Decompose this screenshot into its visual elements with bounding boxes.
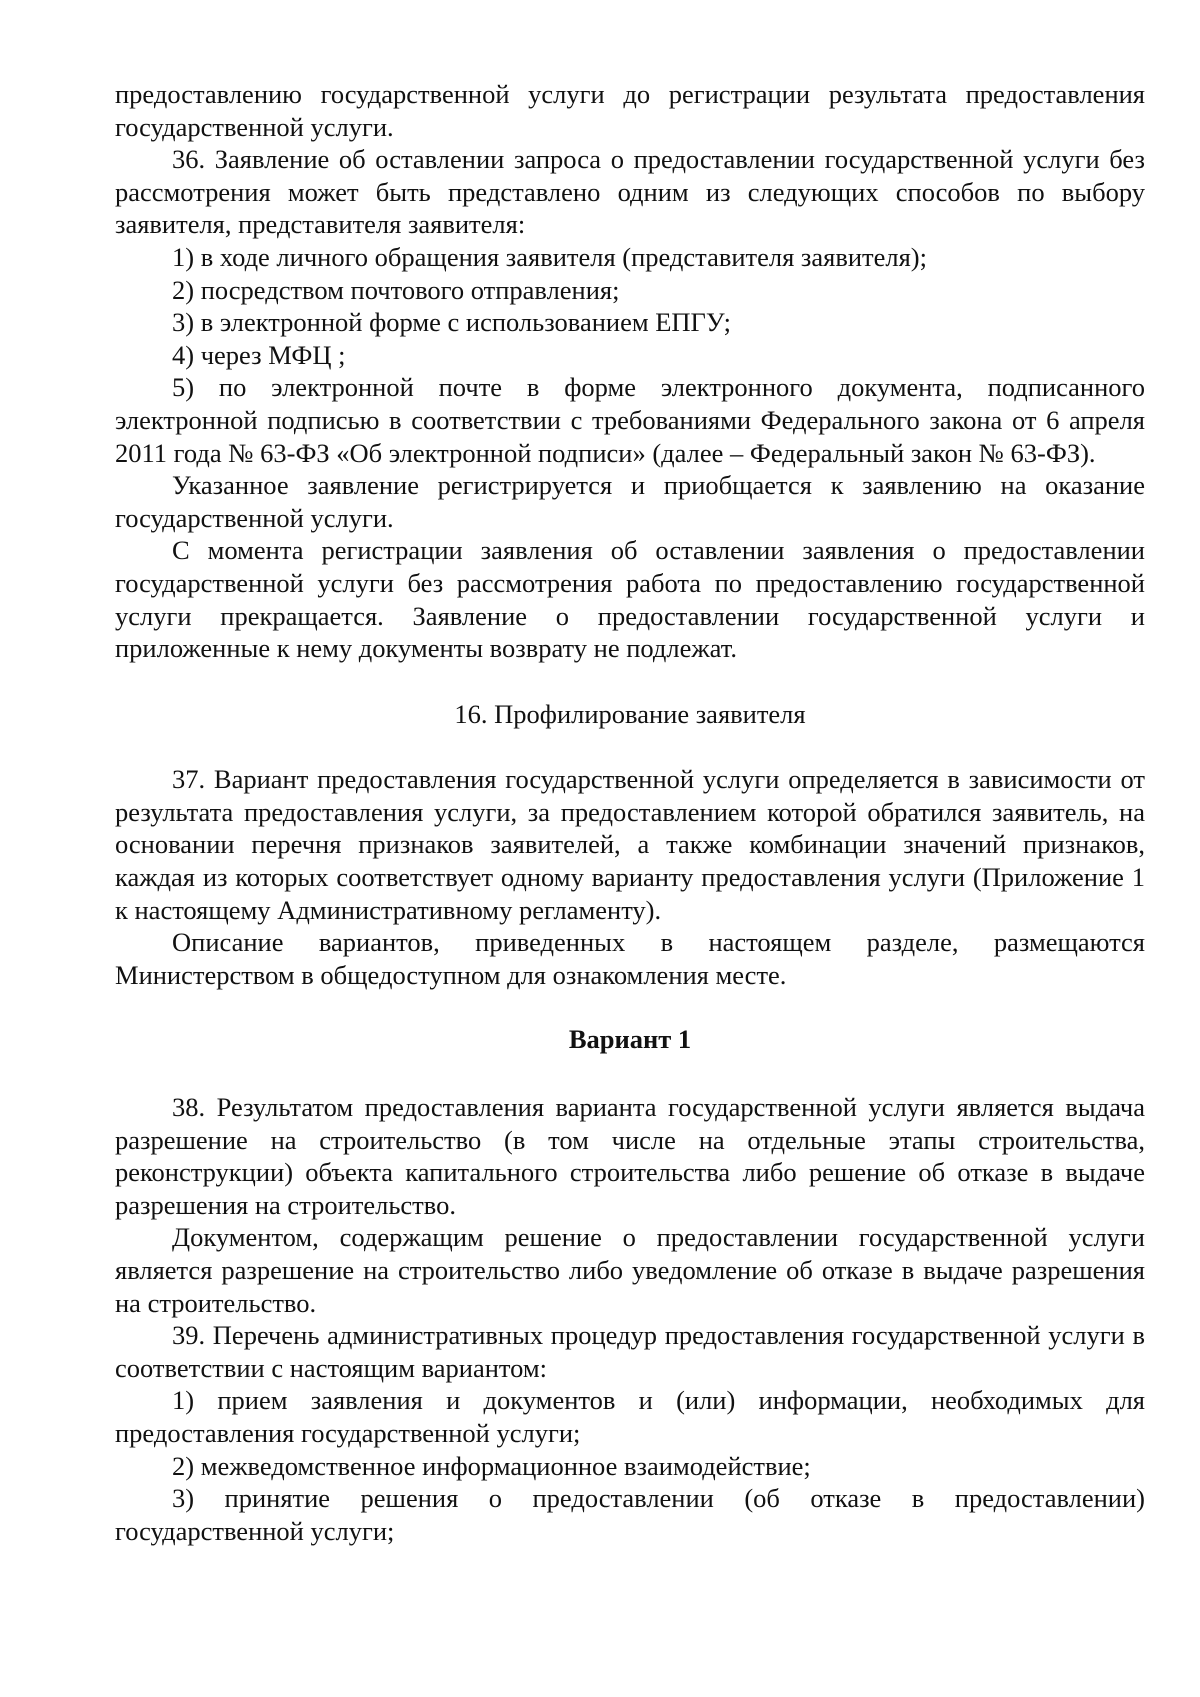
paragraph-termination: С момента регистрации заявления об оставлении заявления о предоставлении государственной услуги без рассмотрения работа по предоставлению государственной услуги прекращается. Заявление о предоставлении государственной услуги и приложенные к нему документы возврату не подлежат. [115, 535, 1145, 664]
section-16-heading: 16. Профилирование заявителя [454, 698, 806, 729]
procedure-item-1: 1) прием заявления и документов и (или) информации, необходимых для предоставления государственной услуги; [115, 1385, 1145, 1448]
list-item-5: 5) по электронной почте в форме электронного документа, подписанного электронной подписью в соответствии с требованиями Федерального закона от 6 апреля 2011 года № 63-ФЗ «Об электронной подписи» (далее – Федеральный закон № 63-ФЗ). [115, 372, 1145, 468]
paragraph-decision-document: Документом, содержащим решение о предоставлении государственной услуги является разрешение на строительство либо уведомление об отказе в выдаче разрешения на строительство. [115, 1222, 1145, 1318]
paragraph-variants-description: Описание вариантов, приведенных в настоящем разделе, размещаются Министерством в общедоступном для ознакомления месте. [115, 927, 1145, 990]
document-page [115, 78, 1145, 1547]
paragraph-39: 39. Перечень административных процедур предоставления государственной услуги в соответствии с настоящим вариантом: [115, 1320, 1145, 1383]
list-item-1: 1) в ходе личного обращения заявителя (представителя заявителя); [172, 241, 927, 272]
variant-1-heading: Вариант 1 [568, 1024, 692, 1055]
paragraph-continuation: предоставлению государственной услуги до регистрации результата предоставления государственной услуги. [115, 79, 1145, 142]
list-item-4: 4) через МФЦ ; [172, 339, 346, 370]
paragraph-36: 36. Заявление об оставлении запроса о предоставлении государственной услуги без рассмотрения может быть представлено одним из следующих способов по выбору заявителя, представителя заявителя: [115, 144, 1145, 240]
procedure-item-2: 2) межведомственное информационное взаимодействие; [172, 1450, 811, 1481]
paragraph-registration: Указанное заявление регистрируется и приобщается к заявлению на оказание государственной услуги. [115, 470, 1145, 533]
paragraph-38: 38. Результатом предоставления варианта государственной услуги является выдача разрешение на строительство (в том числе на отдельные этапы строительства, реконструкции) объекта капитального строительства либо решение об отказе в выдаче разрешения на строительство. [115, 1092, 1145, 1220]
list-item-2: 2) посредством почтового отправления; [172, 274, 620, 305]
procedure-item-3: 3) принятие решения о предоставлении (об отказе в предоставлении) государственной услуги; [115, 1483, 1145, 1546]
list-item-3: 3) в электронной форме с использованием ЕПГУ; [172, 307, 731, 338]
paragraph-37: 37. Вариант предоставления государственной услуги определяется в зависимости от результата предоставления услуги, за предоставлением которой обратился заявитель, на основании перечня признаков заявителей, а также комбинации значений признаков, каждая из которых соответствует одному варианту предоставления услуги (Приложение 1 к настоящему Административному регламенту). [115, 764, 1145, 925]
